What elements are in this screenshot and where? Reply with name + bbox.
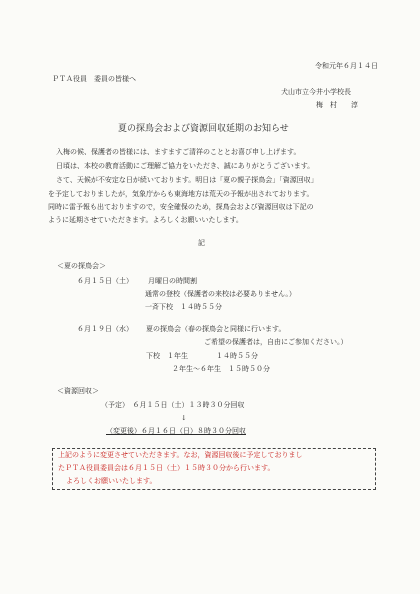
- tanchokai-day2-grade2-6: ２年生～６年生 １５時５０分: [172, 365, 270, 373]
- body-line-5: 同時に雷予報も出ておりますので，安全確保のため，探鳥会および資源回収は下記の: [48, 203, 314, 211]
- tanchokai-day2-date: ６月１９日（水）: [77, 325, 133, 333]
- body-line-2: 日頃は、本校の教育活動にご理解ご協力をいただき、誠にありがとうございます。: [56, 162, 315, 170]
- notice-line-2: たＰＴＡ役員委員会は６月１５日（土）１５時３０分から行います。: [58, 464, 275, 472]
- notice-line-3: よろしくお願いいたします。: [66, 477, 157, 485]
- shigen-heading: ＜資源回収＞: [57, 387, 99, 395]
- school-name: 犬山市立今井小学校長: [281, 88, 351, 96]
- tanchokai-heading: ＜夏の探鳥会＞: [57, 262, 106, 270]
- body-line-6: ように延期させていただきます。よろしくお願いいたします。: [48, 216, 243, 224]
- recipient: ＰＴＡ役員 委員の皆様へ: [52, 75, 136, 83]
- shigen-plan: （予定） ６月１５日（土）１３時３０分回収: [101, 401, 245, 409]
- principal-name: 梅 村 淳: [316, 101, 358, 109]
- tanchokai-day2-grade1: 下校 １年生 １４時５５分: [146, 352, 258, 360]
- document-title: 夏の探鳥会および資源回収延期のお知らせ: [118, 124, 289, 134]
- document-date: 令和元年６月１４日: [315, 62, 378, 70]
- notice-line-1: 上記のように変更させていただきます。なお，資源回収後に予定しておりまし: [58, 451, 303, 459]
- tanchokai-day1-date: ６月１５日（土）: [77, 277, 133, 285]
- ki-marker: 記: [198, 239, 205, 247]
- body-line-3: さて、天候が不安定な日が続いております。明日は「夏の親子探鳥会」「資源回収」: [56, 176, 318, 184]
- tanchokai-day2-note: ご希望の保護者は，自由にご参加ください。）: [204, 338, 348, 346]
- body-line-4: を予定しておりましたが，気象庁からも東海地方は荒天の予報が出されております。: [48, 190, 314, 198]
- tanchokai-day2-desc: 夏の探鳥会（春の探鳥会と同様に行います。: [146, 325, 286, 333]
- tanchokai-day1-dismiss: 一斉下校 １４時５５分: [145, 303, 222, 311]
- body-line-1: 入梅の候、保護者の皆様には、ますますご清祥のこととお喜び申し上げます。: [56, 148, 301, 156]
- shigen-arrow: ↓: [181, 414, 187, 422]
- tanchokai-day1-desc: 月曜日の時間割: [148, 277, 197, 285]
- tanchokai-day1-note: 通常の登校（保護者の来校は必要ありません。）: [145, 290, 296, 298]
- shigen-changed: （変更後）６月１６日（日）８時３０分回収: [106, 427, 246, 435]
